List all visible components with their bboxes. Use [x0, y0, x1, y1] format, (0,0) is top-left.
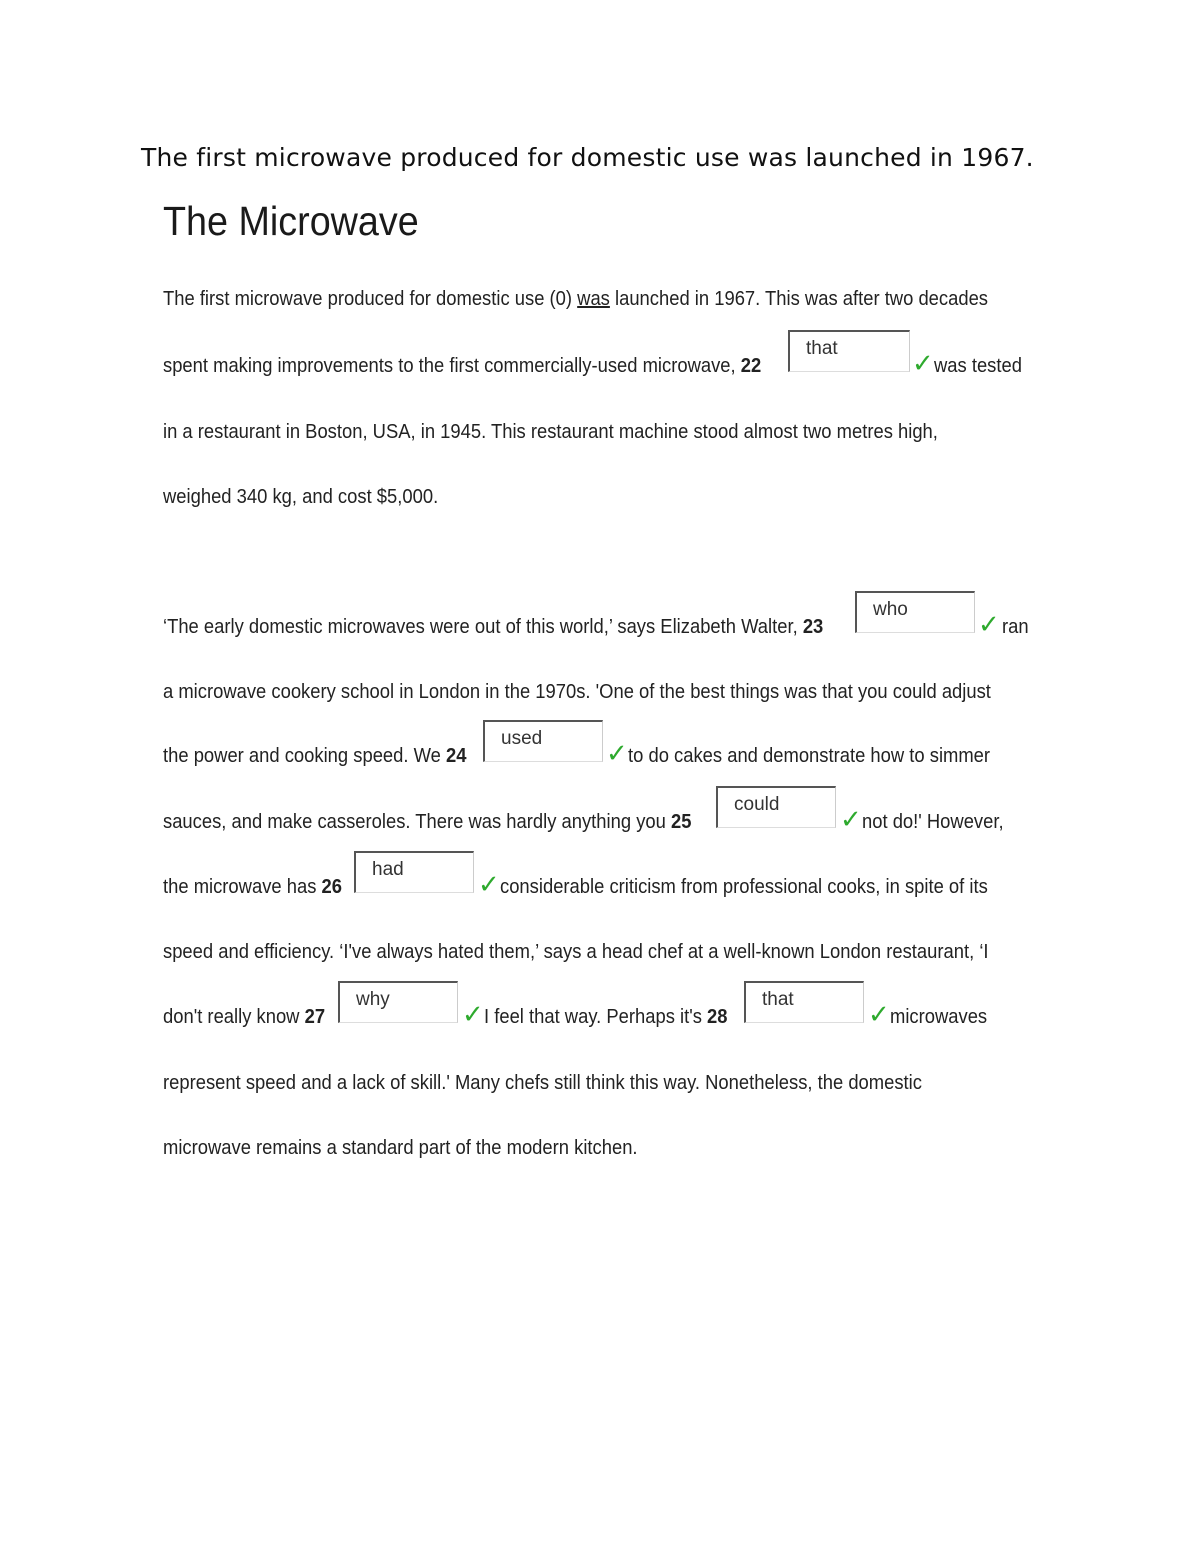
check-icon: ✓ — [868, 1000, 890, 1030]
line-text: ‘The early domestic microwaves were out of this world,’ says Elizabeth Walter, — [163, 616, 803, 638]
answer-22: that — [806, 338, 838, 359]
top-sentence: The first microwave produced for domestic use was launched in 1967. — [141, 143, 1034, 172]
paragraph-2-line-5 — [163, 876, 342, 899]
check-icon: ✓ — [912, 349, 934, 379]
question-number-22: 22 — [740, 355, 762, 377]
answer-box-25[interactable] — [716, 786, 836, 828]
line-text: The first microwave produced for domestic use (0) — [163, 288, 578, 310]
paragraph-2-line-2: a microwave cookery school in London in the 1970s. 'One of the best things was that you could adjust — [163, 681, 991, 703]
question-number-28: 28 — [707, 1006, 728, 1028]
answer-box-24[interactable] — [483, 720, 603, 762]
question-number-27: 27 — [304, 1006, 326, 1028]
answer-box-27[interactable] — [338, 981, 458, 1023]
paragraph-2-line-8: represent speed and a lack of skill.' Many chefs still think this way. Nonetheless, the domestic — [163, 1072, 922, 1094]
paragraph-2-line-7 — [163, 1006, 325, 1029]
paragraph-2-line-5-after: considerable criticism from professional cooks, in spite of its — [500, 876, 988, 898]
paragraph-2-line-6: speed and efficiency. ‘I've always hated them,’ says a head chef at a well-known London restaurant, ‘I — [163, 941, 989, 963]
example-answer: was — [577, 288, 610, 310]
paragraph-2-line-1 — [163, 616, 823, 639]
line-text: spent making improvements to the first commercially-used microwave, — [163, 355, 741, 377]
answer-box-23[interactable] — [855, 591, 975, 633]
question-number-26: 26 — [321, 876, 342, 898]
line-text: don't really know — [163, 1006, 305, 1028]
paragraph-1-line-2-after: was tested — [934, 355, 1022, 377]
question-number-24: 24 — [446, 745, 467, 767]
answer-box-28[interactable] — [744, 981, 864, 1023]
paragraph-2-line-7-after: microwaves — [890, 1006, 988, 1028]
line-text: I feel that way. Perhaps it's — [484, 1006, 708, 1028]
line-text: the power and cooking speed. We — [163, 745, 447, 767]
answer-25: could — [734, 794, 780, 815]
paragraph-2-line-9: microwave remains a standard part of the modern kitchen. — [163, 1137, 638, 1159]
answer-box-26[interactable] — [354, 851, 474, 893]
paragraph-2-line-3 — [163, 745, 466, 768]
paragraph-1-line-2 — [163, 355, 761, 378]
answer-28: that — [762, 989, 794, 1010]
paragraph-2-line-7-mid — [484, 1006, 728, 1029]
line-text: launched in 1967. This was after two decades — [609, 288, 989, 310]
answer-26: had — [372, 859, 404, 880]
check-icon: ✓ — [462, 1000, 484, 1030]
answer-box-22[interactable] — [788, 330, 910, 372]
paragraph-1-line-4: weighed 340 kg, and cost $5,000. — [163, 486, 439, 508]
paragraph-2-line-4-after: not do!' However, — [862, 811, 1004, 833]
page-title: The Microwave — [163, 198, 419, 244]
answer-27: why — [356, 989, 390, 1010]
paragraph-2-line-4 — [163, 811, 691, 834]
line-text: sauces, and make casseroles. There was hardly anything you — [163, 811, 671, 833]
check-icon: ✓ — [978, 610, 1000, 640]
answer-23: who — [873, 599, 908, 620]
question-number-25: 25 — [670, 811, 692, 833]
question-number-23: 23 — [802, 616, 824, 638]
paragraph-1-line-1 — [163, 288, 988, 311]
check-icon: ✓ — [478, 870, 500, 900]
check-icon: ✓ — [606, 739, 628, 769]
line-text: the microwave has — [163, 876, 322, 898]
paragraph-2-line-3-after: to do cakes and demonstrate how to simmer — [628, 745, 991, 767]
paragraph-1-line-3: in a restaurant in Boston, USA, in 1945. This restaurant machine stood almost two metres high, — [163, 421, 938, 443]
paragraph-2-line-1-after: ran — [1002, 616, 1029, 638]
check-icon: ✓ — [840, 805, 862, 835]
answer-24: used — [501, 728, 543, 749]
